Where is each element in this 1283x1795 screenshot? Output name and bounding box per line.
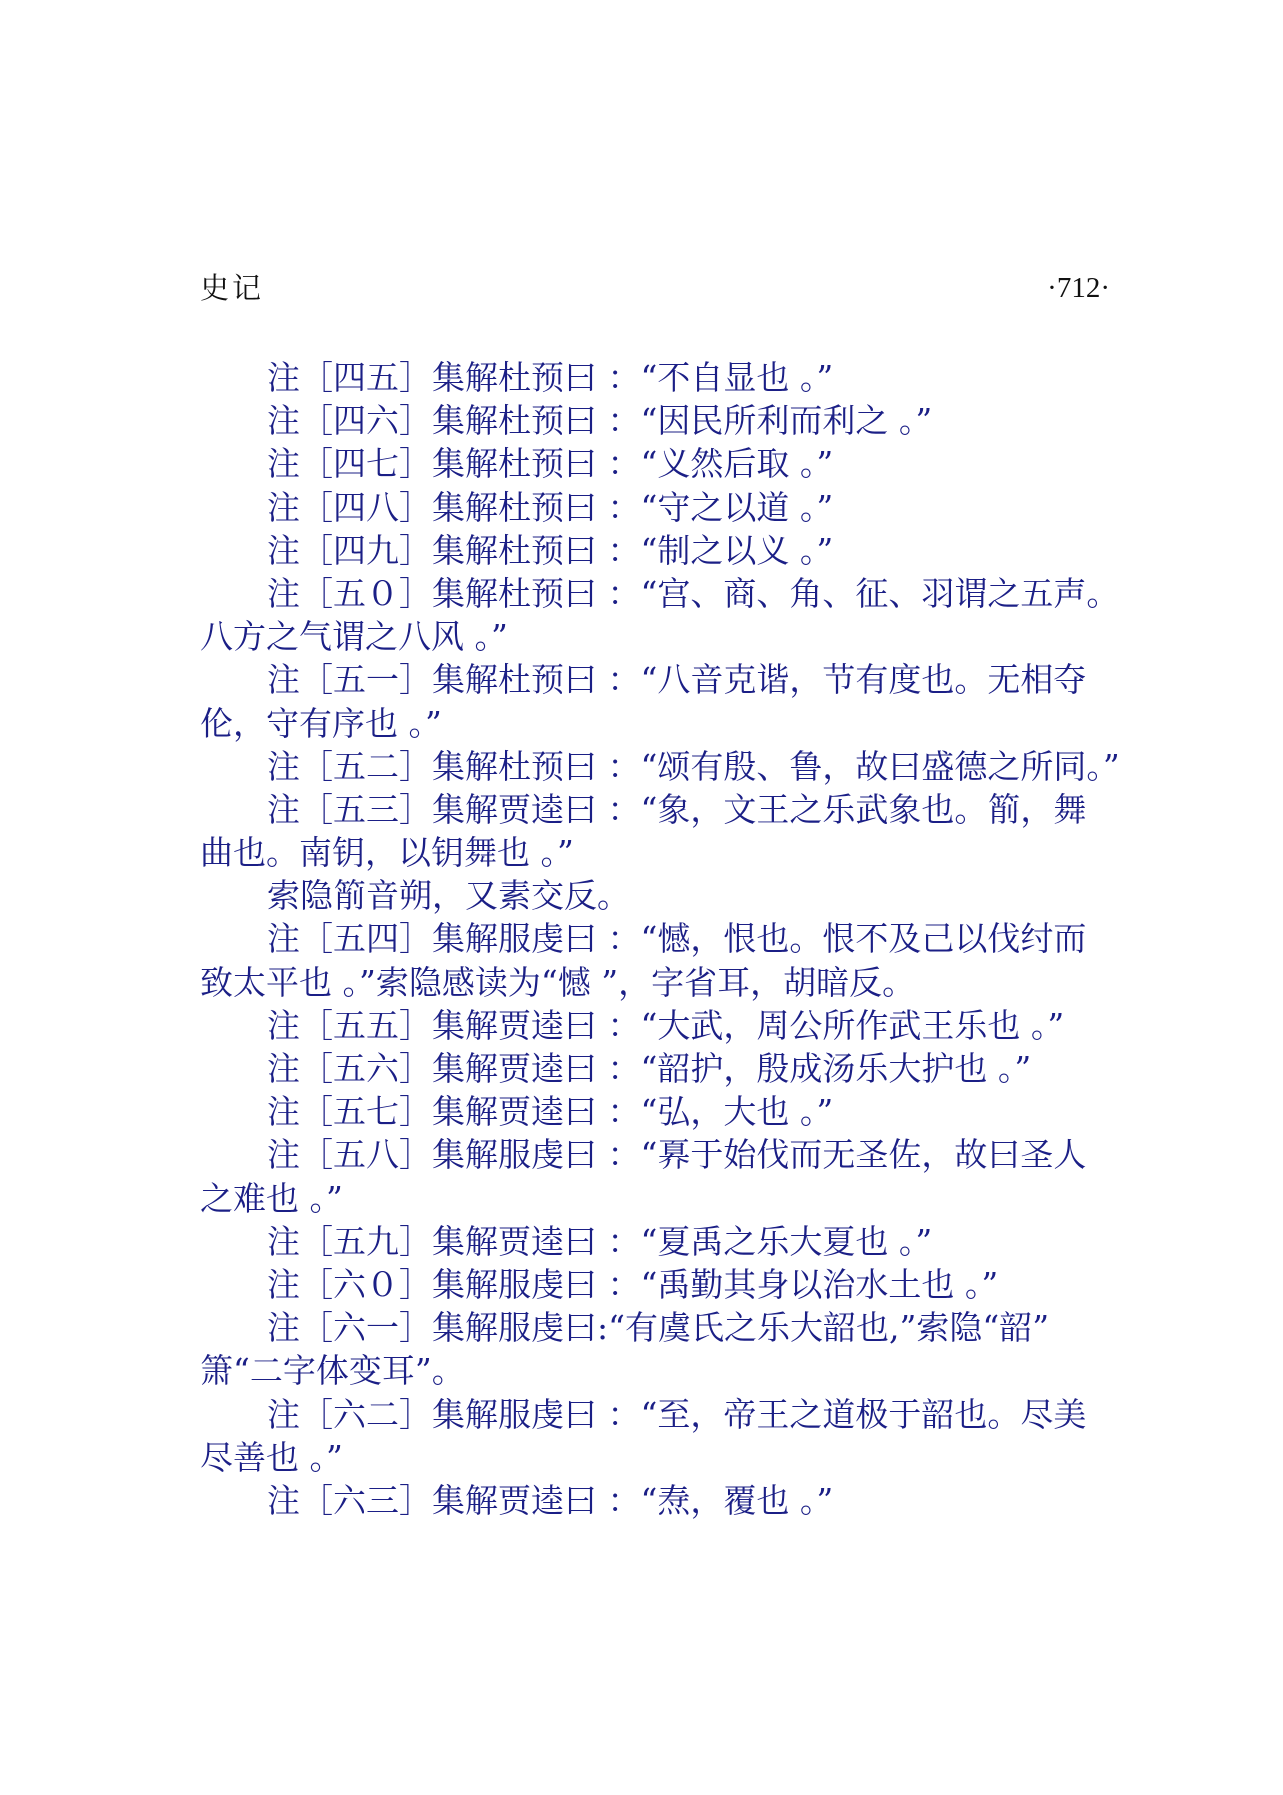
text-line: 箫“二字体变耳”。 [200, 1351, 465, 1391]
text-line: 注［五０］集解杜预曰 ：“宫、商、角、征、羽谓之五声。 [267, 573, 1120, 613]
text-line: 伦，守有序也 。” [200, 703, 442, 743]
text-line: 注［五六］集解贾逵曰 ：“韶护，殷成汤乐大护也 。” [267, 1049, 1032, 1088]
text-line: 注［五四］集解服虔曰 ：“憾，恨也。恨不及己以伐纣而 [267, 919, 1087, 959]
annotation-body [200, 356, 1120, 1522]
text-line: 索隐箾音朔，又素交反。 [267, 876, 630, 916]
text-line: 注［五二］集解杜预曰 ：“颂有殷、鲁，故曰盛德之所同。” [267, 746, 1120, 786]
text-line: 注［六０］集解服虔曰 ：“禹勤其身以治水土也 。” [267, 1264, 999, 1304]
text-line: 之难也 。” [200, 1178, 343, 1218]
page-number: ·712· [1047, 272, 1110, 304]
text-line: 注［五五］集解贾逵曰 ：“大武，周公所作武王乐也 。” [267, 1005, 1065, 1045]
text-line: 注［五九］集解贾逵曰 ：“夏禹之乐大夏也 。” [267, 1221, 933, 1261]
text-line: 尽善也 。” [200, 1437, 343, 1477]
text-line: 注［五八］集解服虔曰 ：“奡于始伐而无圣佐，故曰圣人 [267, 1135, 1087, 1175]
text-line: 注［五一］集解杜预曰 ：“八音克谐，节有度也。无相夺 [267, 660, 1087, 700]
text-line: 注［四六］集解杜预曰 ：“因民所利而利之 。” [267, 401, 933, 441]
text-line: 注［五七］集解贾逵曰 ：“弘，大也 。” [267, 1092, 834, 1132]
text-line: 注［六三］集解贾逵曰 ：“焘，覆也 。” [267, 1480, 834, 1520]
text-line: 注［四九］集解杜预曰 ：“制之以义 。” [267, 530, 834, 570]
text-line: 注［六二］集解服虔曰 ：“至，帝王之道极于韶也。尽美 [267, 1394, 1087, 1434]
text-line: 注［四五］集解杜预曰 ：“不自显也 。” [267, 358, 834, 397]
text-line: 八方之气谓之八风 。” [200, 617, 508, 657]
text-line: 注［六一］集解服虔曰:“有虞氏之乐大韶也,”索隐“韶” [267, 1308, 1050, 1348]
running-title: 史记 [200, 271, 265, 305]
text-line: 注［四八］集解杜预曰 ：“守之以道 。” [267, 487, 834, 527]
text-line: 致太平也 。”索隐感读为“憾 ”，字省耳，胡暗反。 [200, 962, 916, 1002]
text-line: 曲也。南钥，以钥舞也 。” [200, 833, 574, 873]
text-line: 注［五三］集解贾逵曰 ：“象，文王之乐武象也。箾，舞 [267, 789, 1087, 829]
text-line: 注［四七］集解杜预曰 ：“义然后取 。” [267, 444, 834, 484]
